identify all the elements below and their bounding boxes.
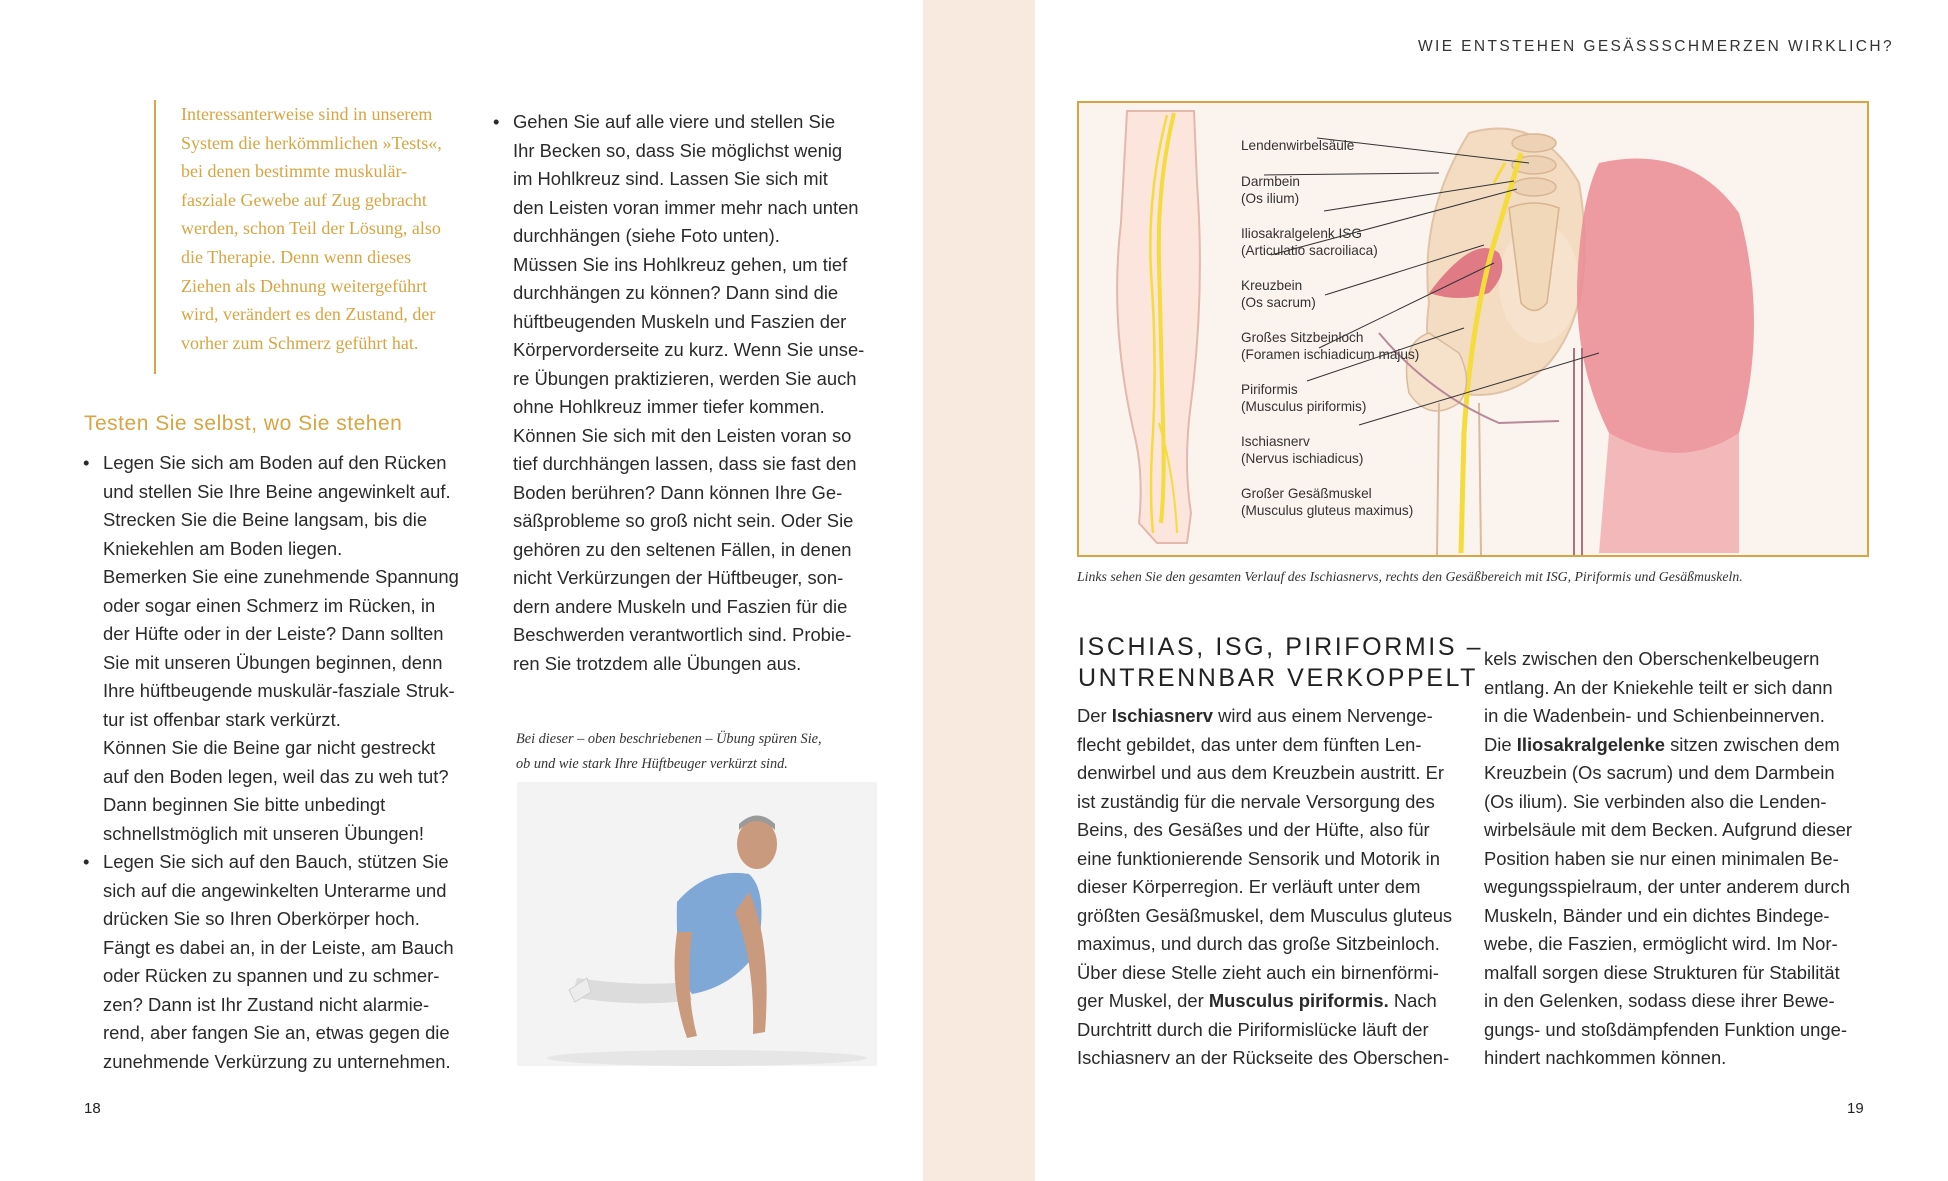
photo-caption [516, 727, 822, 777]
text-line: Durchtritt durch die Piriformislücke läuft der [1077, 1018, 1429, 1040]
page-number-right: 19 [1847, 1100, 1864, 1117]
text-line: bei denen bestimmte muskulär- [181, 161, 408, 182]
text-line: Müssen Sie ins Hohlkreuz gehen, um tief [513, 253, 848, 275]
exercise-photo [517, 782, 877, 1066]
text-fragment: ger Muskel, der [1077, 990, 1209, 1011]
text-fragment: wird aus einem Nervenge- [1212, 705, 1433, 726]
text-line: (Articulatio sacroiliaca) [1241, 243, 1378, 258]
text-line: gehören zu den seltenen Fällen, in denen [513, 538, 852, 560]
text-line: ISCHIAS, ISG, PIRIFORMIS – [1078, 633, 1484, 661]
text-line: kels zwischen den Oberschenkelbeugern [1484, 648, 1820, 669]
text-line: ren Sie trotzdem alle Übungen aus. [513, 652, 802, 674]
text-line: größten Gesäßmuskel, dem Musculus gluteus [1077, 904, 1453, 926]
figure-label-lendenwirbelsaeule [1241, 137, 1354, 154]
text-line: eine funktionierende Sensorik und Motorik in [1077, 847, 1440, 869]
text-line: Ischiasnerv [1241, 434, 1310, 449]
text-line: Legen Sie sich auf den Bauch, stützen Sie [103, 851, 449, 872]
text-line: Strecken Sie die Beine langsam, bis die [103, 509, 428, 530]
text-line: drücken Sie so Ihren Oberkörper hoch. [103, 908, 420, 929]
figure-label-gluteus [1241, 485, 1413, 519]
text-line: durchhängen zu können? Dann sind die [513, 282, 839, 303]
bold-term: Ischiasnerv [1111, 705, 1213, 726]
text-line: fasziale Gewebe auf Zug gebracht [181, 189, 427, 210]
text-line: denwirbel und aus dem Kreuzbein austritt. Er [1077, 762, 1444, 783]
anatomy-figure [1077, 101, 1869, 557]
text-fragment: Die [1484, 733, 1517, 755]
running-header: WIE ENTSTEHEN GESÄSSSCHMERZEN WIRKLICH? [1418, 38, 1894, 55]
text-line: malfall sorgen diese Strukturen für Stabilität [1484, 961, 1840, 983]
text-line: (Musculus piriformis) [1241, 399, 1367, 414]
text-line: maximus, und durch das große Sitzbeinloch. [1077, 933, 1440, 954]
body-column-2 [1484, 645, 1874, 1073]
text-line: Iliosakralgelenk ISG [1241, 226, 1362, 241]
text-line: oder Rücken zu spannen und zu schmer- [103, 965, 440, 986]
text-line: tur ist offenbar stark verkürzt. [103, 708, 341, 730]
text-line: ist zuständig für die nervale Versorgung des [1077, 790, 1435, 812]
bullet-item-belly-test [83, 848, 473, 1076]
text-line: re Übungen praktizieren, werden Sie auch [513, 367, 857, 389]
figure-label-isg [1241, 225, 1378, 259]
text-line: (Os sacrum) [1241, 295, 1316, 310]
text-line: Bei dieser – oben beschriebenen – Übung spüren Sie, [516, 731, 822, 747]
text-line: und stellen Sie Ihre Beine angewinkelt auf. [103, 480, 451, 502]
text-line: Muskeln, Bänder und ein dichtes Bindege- [1484, 904, 1830, 926]
text-line: nicht Verkürzungen der Hüftbeuger, son- [513, 567, 844, 588]
text-line: wird, verändert es den Zustand, der [181, 304, 436, 325]
bullet-item-all-fours-test [493, 108, 883, 678]
pull-quote-text [181, 100, 446, 357]
text-line: Ihr Becken so, dass Sie möglichst wenig [513, 139, 843, 161]
text-line: in den Gelenken, sodass diese ihrer Bewe- [1484, 990, 1835, 1011]
text-line: zen? Dann ist Ihr Zustand nicht alarmie- [103, 993, 430, 1015]
text-line: Bemerken Sie eine zunehmende Spannung [103, 566, 459, 587]
text-line: Kreuzbein (Os sacrum) und dem Darmbein [1484, 762, 1835, 783]
text-fragment: Der [1077, 705, 1112, 726]
text-line: Ihre hüftbeugende muskulär-fasziale Struk- [103, 680, 455, 701]
text-line: Ziehen als Dehnung weitergeführt [181, 275, 428, 296]
text-line: Position haben sie nur einen minimalen Be- [1484, 847, 1839, 869]
bullet-item-back-test [83, 449, 473, 848]
text-line: schnellstmöglich mit unseren Übungen! [103, 822, 424, 844]
figure-label-sitzbeinloch [1241, 329, 1419, 363]
text-line: der Hüfte oder in der Leiste? Dann sollten [103, 623, 444, 644]
text-line: Können Sie die Beine gar nicht gestreckt [103, 737, 436, 758]
text-line: flecht gebildet, das unter dem fünften Len- [1077, 733, 1422, 755]
text-line: im Hohlkreuz sind. Lassen Sie sich mit [513, 168, 828, 189]
bold-term: Musculus piriformis. [1208, 990, 1389, 1011]
text-line: gungs- und stoßdämpfenden Funktion unge- [1484, 1018, 1847, 1040]
figure-label-kreuzbein [1241, 277, 1316, 311]
text-line: ohne Hohlkreuz immer tiefer kommen. [513, 396, 825, 417]
text-line: auf den Boden legen, weil das zu weh tut? [103, 765, 449, 787]
text-line: Lendenwirbelsäule [1241, 138, 1355, 153]
text-line: Kniekehlen am Boden liegen. [103, 537, 343, 559]
text-line: in die Wadenbein- und Schienbeinnerven. [1484, 705, 1825, 726]
text-line: hindert nachkommen können. [1484, 1047, 1727, 1068]
text-line: (Nervus ischiadicus) [1241, 451, 1364, 466]
page-number-left: 18 [84, 1100, 101, 1117]
text-line: hüftbeugenden Muskeln und Faszien der [513, 310, 847, 332]
text-line: Legen Sie sich am Boden auf den Rücken [103, 452, 447, 473]
text-line: Fängt es dabei an, in der Leiste, am Bauch [103, 936, 454, 958]
text-fragment: sitzen zwischen dem [1664, 733, 1840, 755]
text-line: Ischiasnerv an der Rückseite des Oberschen- [1077, 1047, 1450, 1068]
text-line: vorher zum Schmerz geführt hat. [181, 332, 419, 353]
text-line: System die herkömmlichen »Tests«, [181, 132, 442, 153]
text-line: wirbelsäule mit dem Becken. Aufgrund dieser [1484, 819, 1853, 840]
pull-quote [154, 100, 446, 374]
text-line: die Therapie. Denn wenn dieses [181, 246, 412, 267]
text-line: (Os ilium). Sie verbinden also die Lenden- [1484, 790, 1827, 812]
text-line: säßprobleme so groß nicht sein. Oder Sie [513, 510, 854, 531]
text-fragment: Nach [1388, 990, 1437, 1011]
text-line: Können Sie sich mit den Leisten voran so [513, 424, 852, 446]
text-line: (Musculus gluteus maximus) [1241, 503, 1414, 518]
text-line: durchhängen (siehe Foto unten). [513, 225, 780, 246]
text-line: ob und wie stark Ihre Hüftbeuger verkürzt sind. [516, 756, 788, 772]
text-line: werden, schon Teil der Lösung, also [181, 218, 441, 239]
text-line: oder sogar einen Schmerz im Rücken, in [103, 594, 436, 616]
figure-label-darmbein [1241, 173, 1300, 207]
text-line: rend, aber fangen Sie an, etwas gegen die [103, 1022, 450, 1043]
text-line: Boden berühren? Dann können Ihre Ge- [513, 481, 843, 503]
text-line: den Leisten voran immer mehr nach unten [513, 196, 859, 218]
text-line: entlang. An der Kniekehle teilt er sich dann [1484, 676, 1833, 698]
text-line: tief durchhängen lassen, dass sie fast den [513, 453, 857, 474]
text-line: Sie mit unseren Übungen beginnen, denn [103, 651, 443, 673]
text-line: Beins, des Gesäßes und der Hüfte, also für [1077, 819, 1430, 840]
bullet-list-left [83, 449, 473, 1076]
text-line: webe, die Faszien, ermöglicht wird. Im Nor- [1484, 933, 1838, 954]
text-line: Interessanterweise sind in unserem [181, 104, 433, 124]
text-line: dern andere Muskeln und Faszien für die [513, 595, 848, 617]
figure-caption: Links sehen Sie den gesamten Verlauf des Ischiasnervs, rechts den Gesäßbereich mit ISG, Piriformis und Gesäßmuskeln. [1077, 569, 1743, 584]
bullet-list-middle [493, 108, 883, 678]
text-line: (Os ilium) [1241, 191, 1300, 206]
figure-label-piriformis [1241, 381, 1366, 415]
text-line: Piriformis [1241, 382, 1298, 397]
text-line: dieser Körperregion. Er verläuft unter dem [1077, 876, 1421, 897]
text-line: wegungsspielraum, der unter anderem durch [1484, 876, 1850, 897]
bold-term: Iliosakralgelenke [1516, 733, 1665, 755]
text-line: sich auf die angewinkelten Unterarme und [103, 879, 447, 901]
text-line: Beschwerden verantwortlich sind. Probie- [513, 624, 852, 645]
body-column-1 [1077, 702, 1467, 1073]
text-line: Darmbein [1241, 174, 1300, 189]
section-title [1078, 632, 1483, 694]
text-line: zunehmende Verkürzung zu unternehmen. [103, 1050, 451, 1072]
text-line: Körpervorderseite zu kurz. Wenn Sie unse- [513, 339, 865, 360]
section-heading-test: Testen Sie selbst, wo Sie stehen [84, 412, 403, 435]
text-line: Großes Sitzbeinloch [1241, 330, 1364, 345]
text-line: UNTRENNBAR VERKOPPELT [1078, 664, 1479, 692]
book-gutter [923, 0, 1035, 1181]
text-line: Dann beginnen Sie bitte unbedingt [103, 794, 386, 815]
text-line: Über diese Stelle zieht auch ein birnenförmi- [1077, 961, 1439, 983]
text-line: (Foramen ischiadicum majus) [1241, 347, 1420, 362]
text-line: Großer Gesäßmuskel [1241, 486, 1372, 501]
text-line: Kreuzbein [1241, 278, 1303, 293]
text-line: Gehen Sie auf alle viere und stellen Sie [513, 111, 836, 132]
figure-label-ischiasnerv [1241, 433, 1363, 467]
